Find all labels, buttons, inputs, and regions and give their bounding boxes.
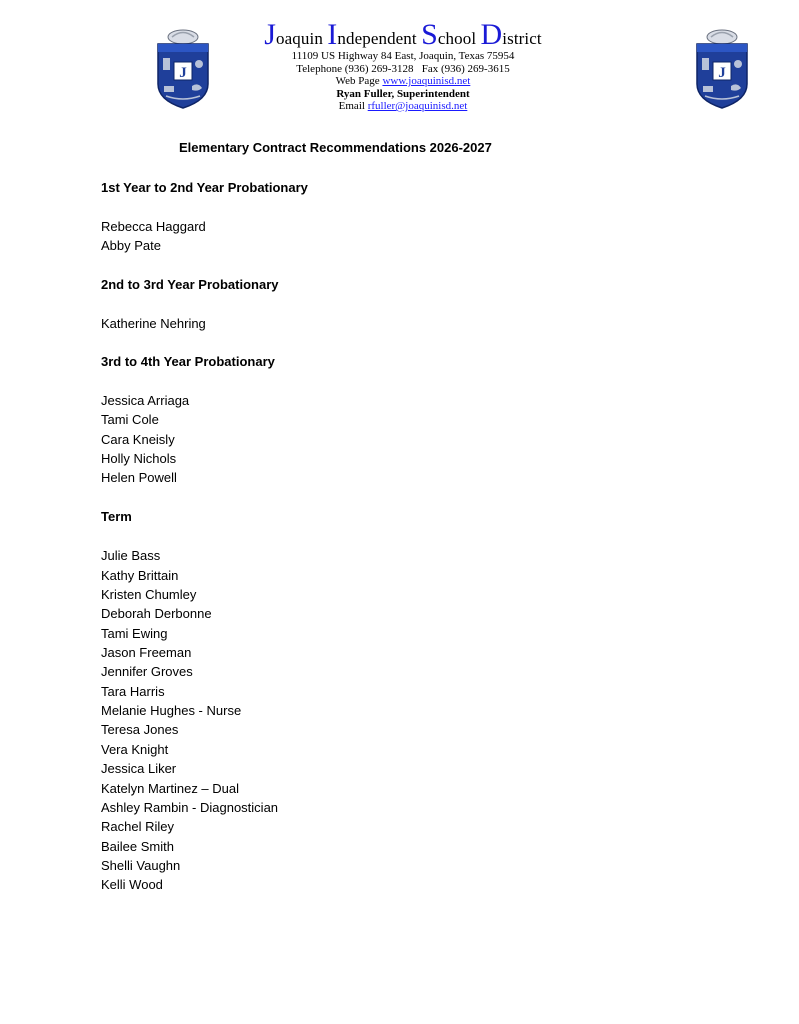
list-item: Tara Harris <box>101 684 165 699</box>
district-phone-fax <box>250 63 556 76</box>
list-item: Jennifer Groves <box>101 664 193 679</box>
district-name-cap-4: D <box>480 18 503 51</box>
list-item: Deborah Derbonne <box>101 606 212 621</box>
list-item: Kelli Wood <box>101 877 163 892</box>
list-item: Kristen Chumley <box>101 587 197 602</box>
district-name-cap-1: J <box>264 18 277 51</box>
district-web <box>250 75 556 88</box>
superintendent: Ryan Fuller, Superintendent <box>336 87 470 100</box>
district-name-part-1: oaquin <box>276 29 323 48</box>
crest-icon <box>691 28 753 110</box>
list-item: Rebecca Haggard <box>101 219 206 234</box>
list-item: Bailee Smith <box>101 839 174 854</box>
list-item: Jessica Liker <box>101 761 177 776</box>
list-item: Katherine Nehring <box>101 316 206 331</box>
list-item: Tami Ewing <box>101 626 168 641</box>
crest-letter: J <box>718 65 726 81</box>
section-heading: 2nd to 3rd Year Probationary <box>101 277 279 292</box>
email-label: Email <box>338 100 365 112</box>
letterhead <box>250 20 556 113</box>
district-address: 11109 US Highway 84 East, Joaquin, Texas 75954 <box>291 50 515 62</box>
list-item: Tami Cole <box>101 412 159 427</box>
list-item: Melanie Hughes - Nurse <box>101 703 242 718</box>
list-item: Jessica Arriaga <box>101 393 190 408</box>
list-item: Helen Powell <box>101 470 177 485</box>
district-phone: Telephone (936) 269-3128 <box>296 62 414 75</box>
district-name <box>250 20 556 50</box>
list-item: Holly Nichols <box>101 451 177 466</box>
list-item: Ashley Rambin - Diagnostician <box>101 800 279 815</box>
crest-icon <box>152 28 214 110</box>
list-item: Abby Pate <box>101 238 161 253</box>
list-item: Cara Kneisly <box>101 432 175 447</box>
district-name-part-3: chool <box>437 29 477 48</box>
district-crest-right <box>691 28 753 110</box>
district-name-cap-2: I <box>327 18 338 51</box>
list-item: Katelyn Martinez – Dual <box>101 781 240 796</box>
list-item: Rachel Riley <box>101 819 174 834</box>
section-heading: 1st Year to 2nd Year Probationary <box>101 180 308 195</box>
section-heading: Term <box>101 509 132 524</box>
list-item: Kathy Brittain <box>101 568 179 583</box>
section-heading: 3rd to 4th Year Probationary <box>101 354 275 369</box>
district-crest-left <box>152 28 214 110</box>
list-item: Shelli Vaughn <box>101 858 181 873</box>
list-item: Teresa Jones <box>101 722 179 737</box>
email-link[interactable]: rfuller@joaquinisd.net <box>367 100 468 112</box>
district-fax: Fax (936) 269-3615 <box>421 62 510 75</box>
web-link[interactable]: www.joaquinisd.net <box>382 75 471 87</box>
district-name-cap-3: S <box>421 18 438 51</box>
crest-letter: J <box>179 65 187 81</box>
document-title: Elementary Contract Recommendations 2026-2027 <box>179 140 492 155</box>
list-item: Jason Freeman <box>101 645 192 660</box>
web-label: Web Page <box>335 75 380 87</box>
district-email <box>250 100 556 113</box>
district-name-part-2: ndependent <box>337 29 417 48</box>
district-name-part-4: istrict <box>502 29 542 48</box>
list-item: Julie Bass <box>101 548 161 563</box>
list-item: Vera Knight <box>101 742 169 757</box>
